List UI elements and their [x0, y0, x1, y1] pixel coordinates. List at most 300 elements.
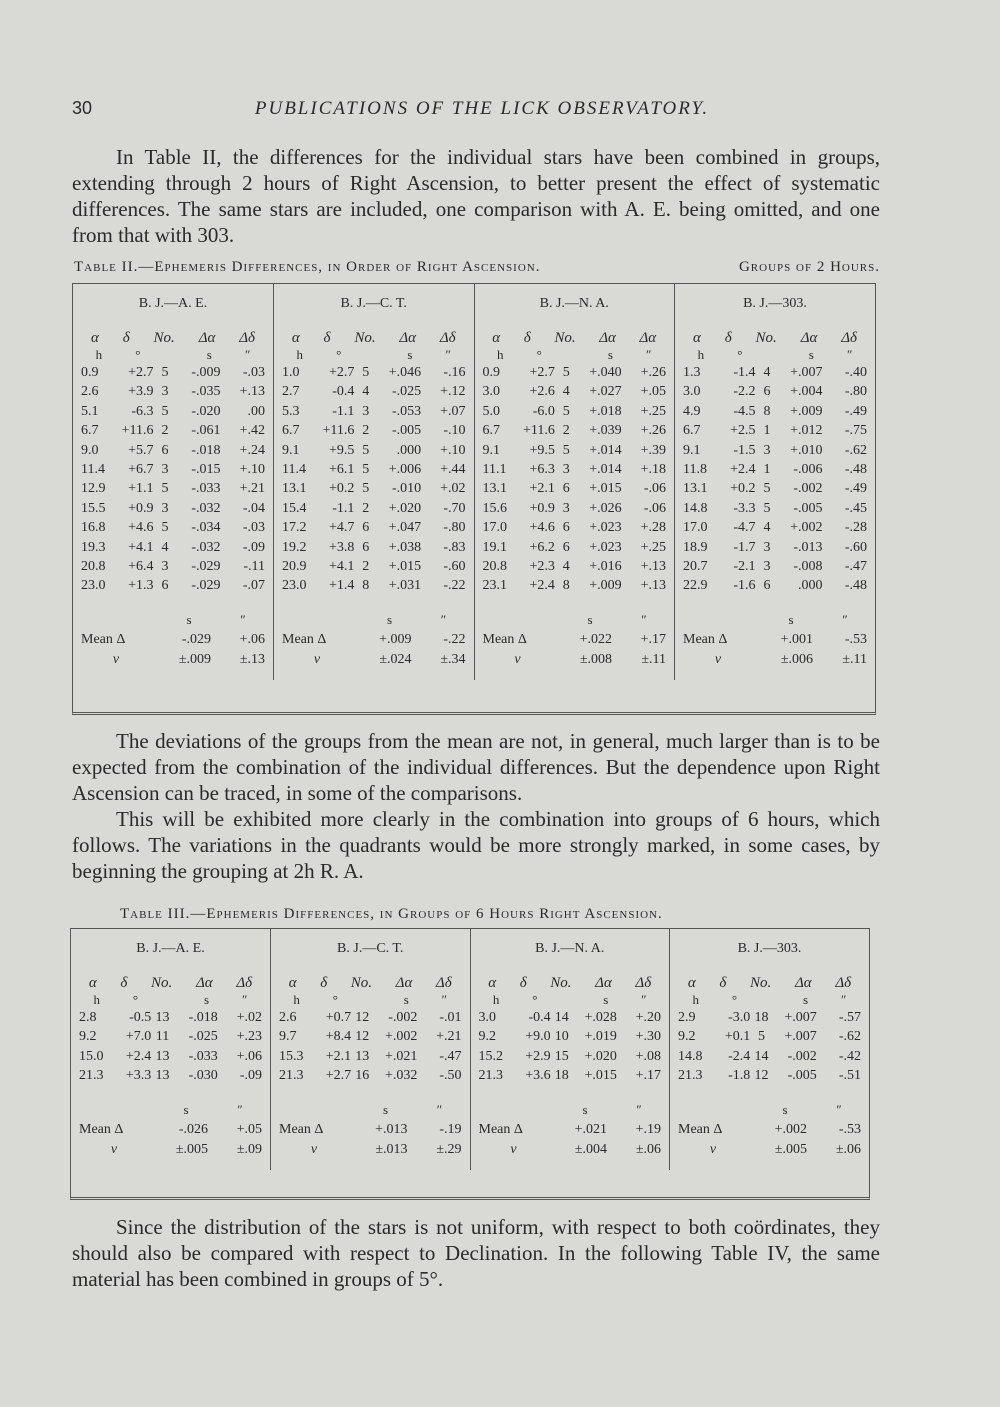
table-cell: +.07	[440, 403, 466, 419]
table-cell: +.06	[236, 1048, 262, 1064]
table-cell: 5	[562, 442, 570, 458]
table-cell: -.22	[443, 578, 466, 594]
table-cell: -.16	[443, 365, 466, 380]
unit-label: s	[607, 347, 613, 362]
column-headers	[471, 969, 670, 992]
table-cell: +.10	[239, 461, 265, 477]
column-header: α	[687, 975, 696, 991]
table-row	[475, 576, 675, 595]
table-cell: 3	[562, 461, 570, 477]
table-cell: +2.6	[529, 384, 555, 400]
table-cell: 6	[362, 539, 370, 555]
table-row	[274, 421, 474, 440]
column-header: Δδ	[435, 975, 452, 991]
summary-box	[475, 604, 675, 680]
column-header: α	[692, 330, 701, 346]
table-cell: +.009	[790, 403, 823, 419]
table-cell: 5	[161, 403, 169, 419]
table-row	[73, 557, 273, 576]
table-cell: +9.5	[529, 442, 555, 458]
table-cell: +.040	[589, 365, 622, 380]
table-cell: -1.1	[332, 403, 355, 419]
v-label: v	[310, 1141, 318, 1157]
mean-value: +.19	[635, 1121, 661, 1137]
table-cell: -.09	[242, 539, 265, 555]
table-cell: 16.8	[81, 520, 106, 536]
table-cell: +.015	[589, 481, 622, 497]
table-cell: -.033	[188, 1048, 218, 1064]
table-cell: +.13	[640, 558, 666, 574]
table-cell: 22.9	[683, 578, 708, 594]
mean-label: Mean Δ	[482, 631, 527, 647]
table-cell: +.17	[635, 1068, 661, 1084]
table-cell: 13	[155, 1010, 170, 1025]
table-cell: +2.4	[529, 578, 555, 594]
table-cell: -6.3	[131, 403, 154, 419]
table-row	[675, 441, 875, 460]
table-cell: +2.7	[529, 365, 555, 380]
table-cell: +.44	[440, 461, 466, 477]
unit-label: ″	[445, 347, 451, 362]
unit-label: h	[93, 992, 100, 1007]
column-header: Δα	[800, 330, 818, 346]
table-cell: -.061	[191, 423, 221, 439]
table-cell: +.019	[584, 1029, 617, 1045]
table-cell: 6	[763, 384, 771, 400]
table-row	[675, 518, 875, 537]
table-row	[274, 363, 474, 382]
unit-label: ″	[240, 611, 246, 627]
middle-paragraph-1: The deviations of the groups from the mean are not, in general, much larger than is to be expected from the combination of the individual differences. But the dependence upon Right Ascension can be traced, in some of the comparisons.	[72, 729, 880, 805]
unit-label: °	[536, 347, 542, 362]
table-cell: 9.2	[478, 1029, 496, 1045]
column-header: No.	[750, 975, 772, 991]
table-cell: -.010	[391, 481, 422, 497]
table-cell: 11	[155, 1029, 170, 1045]
unit-label: ″	[237, 1101, 243, 1117]
unit-label: h	[293, 992, 300, 1007]
column-header: No.	[350, 975, 373, 991]
table-cell: +.10	[440, 442, 466, 458]
unit-label: h	[692, 992, 699, 1007]
v-value: ±.11	[641, 651, 666, 667]
table-cell: +2.9	[525, 1048, 551, 1064]
table-cell: .00	[247, 403, 265, 419]
table-row	[73, 382, 273, 401]
table-cell: 4	[562, 558, 570, 574]
table-cell: -2.1	[733, 558, 756, 574]
table-cell: -.11	[243, 558, 265, 574]
column-headers	[71, 969, 270, 992]
v-value: ±.06	[635, 1141, 661, 1157]
mean-value: -.19	[439, 1121, 462, 1137]
table-cell: -.002	[793, 481, 823, 497]
v-value: ±.34	[440, 651, 466, 667]
table-cell: -.009	[191, 365, 221, 380]
table-cell: 4	[362, 384, 370, 400]
table-cell: 19.2	[282, 539, 307, 555]
table-cell: 8	[763, 403, 771, 419]
table-cell: -.008	[793, 558, 823, 574]
unit-label: ″	[641, 611, 647, 627]
table-cell: 3	[763, 539, 771, 555]
table-row	[670, 1008, 869, 1027]
group-summary	[675, 604, 876, 680]
unit-label: s	[403, 992, 409, 1007]
column-header: Δα	[639, 330, 657, 346]
table-cell: 8	[562, 578, 570, 594]
table-cell: +0.2	[730, 481, 756, 497]
table-row	[675, 421, 875, 440]
table-cell: -.018	[188, 1010, 218, 1025]
column-header: α	[88, 975, 97, 991]
mean-values	[763, 1120, 861, 1140]
table-row	[675, 479, 875, 498]
unit-row	[71, 992, 270, 1008]
column-header: α	[90, 330, 99, 346]
v-row	[678, 1140, 861, 1160]
column-header: δ	[724, 330, 732, 346]
group-summary	[73, 604, 274, 680]
unit-label: s	[206, 347, 212, 362]
v-row	[683, 650, 867, 670]
table-cell: 17.0	[482, 520, 507, 536]
table-cell: -.04	[242, 500, 265, 516]
unit-label: s	[808, 347, 814, 362]
table-cell: -.002	[787, 1048, 817, 1064]
table-cell: -.09	[239, 1068, 262, 1084]
table-cell: -.020	[191, 403, 221, 419]
table-cell: +.28	[640, 520, 666, 536]
table-cell: +.014	[589, 461, 622, 477]
summary-units	[81, 612, 265, 630]
table-cell: 5	[763, 500, 771, 516]
table-cell: +4.6	[128, 520, 154, 536]
table-cell: +5.7	[128, 442, 154, 458]
summary-units	[79, 1102, 262, 1120]
table-row	[471, 1066, 670, 1085]
table-cell: +3.8	[328, 539, 355, 555]
unit-label: °	[737, 347, 743, 362]
table-cell: 14.8	[683, 500, 708, 516]
summary-box	[670, 1094, 869, 1170]
table-row	[71, 1066, 270, 1085]
table-cell: +.02	[440, 481, 466, 497]
table-cell: -.45	[844, 500, 867, 516]
mean-label: Mean Δ	[79, 1121, 124, 1137]
unit-label: °	[532, 992, 538, 1007]
table-cell: +.038	[388, 539, 422, 555]
table-cell: 3	[763, 558, 771, 574]
table-row	[274, 441, 474, 460]
table-cell: +2.1	[325, 1048, 352, 1064]
group-body	[474, 324, 675, 604]
v-label: v	[714, 651, 722, 667]
table-cell: -.025	[391, 384, 422, 400]
table-cell: -.51	[838, 1068, 861, 1084]
table-cell: -.01	[439, 1010, 462, 1025]
table-cell: +.016	[589, 558, 622, 574]
table-cell: 21.3	[279, 1068, 304, 1084]
table-cell: -.005	[793, 500, 823, 516]
mean-value: +.013	[375, 1121, 408, 1137]
table-cell: +4.6	[529, 520, 555, 536]
table-cell: -.013	[793, 539, 823, 555]
v-label: v	[112, 651, 120, 667]
table-cell: -1.5	[733, 442, 756, 458]
table-cell: -.60	[443, 558, 466, 574]
table-row	[675, 576, 875, 595]
table-cell: -3.3	[733, 500, 756, 516]
mean-value: +.17	[640, 631, 666, 647]
unit-row	[73, 347, 273, 363]
table-row	[675, 499, 875, 518]
table-cell: +.39	[640, 442, 666, 458]
table-cell: 4	[763, 365, 771, 380]
table-cell: .000	[396, 442, 422, 458]
table-cell: 4	[161, 539, 169, 555]
table-cell: -.42	[838, 1048, 861, 1064]
table-row	[475, 538, 675, 557]
table-cell: -.002	[388, 1010, 418, 1025]
table-cell: 9.7	[279, 1029, 297, 1045]
unit-label: s	[183, 1101, 189, 1117]
column-header: Δδ	[236, 975, 253, 991]
v-value: ±.005	[175, 1141, 208, 1157]
unit-label: s	[782, 1101, 788, 1117]
table-cell: +7.0	[125, 1029, 152, 1045]
unit-label: s	[803, 992, 809, 1007]
v-values	[167, 650, 265, 670]
table-cell: 18	[554, 1068, 569, 1084]
unit-label: s	[382, 1101, 389, 1117]
table-cell: +.13	[239, 384, 265, 400]
table-cell: +1.3	[128, 578, 154, 594]
summary-units	[678, 1102, 861, 1120]
table-cell: +.42	[239, 423, 265, 439]
table-cell: -.49	[844, 481, 867, 497]
unit-label: ″	[636, 1101, 642, 1117]
table-row	[475, 479, 675, 498]
table-cell: -.006	[793, 461, 823, 477]
table-row	[475, 441, 675, 460]
table-row	[274, 499, 474, 518]
column-header: α	[488, 975, 497, 991]
table-cell: +0.1	[724, 1029, 751, 1045]
table-cell: +.020	[388, 500, 422, 516]
table-row	[73, 499, 273, 518]
table-row	[71, 1027, 270, 1046]
table-cell: +6.1	[328, 461, 355, 477]
table-cell: +4.1	[328, 558, 355, 574]
column-headers	[274, 324, 474, 347]
v-row	[282, 650, 466, 670]
mean-row	[81, 630, 265, 650]
table-cell: 5.0	[482, 403, 500, 419]
table-cell: 19.1	[482, 539, 507, 555]
table-cell: 23.0	[81, 578, 106, 594]
table-cell: 1	[763, 461, 771, 477]
column-header: δ	[719, 975, 727, 991]
table-cell: 2	[362, 423, 370, 439]
table-cell: 14	[754, 1048, 769, 1064]
mean-value: -.026	[178, 1121, 208, 1137]
table-cell: +.002	[790, 520, 823, 536]
column-header: δ	[519, 975, 527, 991]
group-summary	[474, 604, 675, 680]
table-row	[475, 499, 675, 518]
table-cell: +.24	[239, 442, 265, 458]
table-cell: 9.1	[683, 442, 701, 458]
table-cell: -0.4	[528, 1010, 551, 1025]
v-values	[563, 1140, 661, 1160]
table-row	[73, 479, 273, 498]
v-value: ±.06	[835, 1141, 861, 1157]
table-row	[675, 460, 875, 479]
v-value: ±.29	[436, 1141, 462, 1157]
table-cell: -1.1	[332, 500, 355, 516]
table-cell: +.014	[589, 442, 622, 458]
table-cell: 20.9	[282, 558, 307, 574]
table-cell: +.26	[640, 365, 666, 380]
table-cell: 5	[562, 403, 570, 419]
group-summary	[71, 1094, 271, 1170]
column-header: No.	[153, 330, 175, 346]
v-value: ±.013	[375, 1141, 408, 1157]
group-body	[675, 324, 876, 604]
unit-label: s	[603, 992, 609, 1007]
table-row	[73, 421, 273, 440]
table-cell: -4.7	[733, 520, 756, 536]
mean-value: +.009	[379, 631, 412, 647]
table-cell: +2.1	[529, 481, 555, 497]
table-cell: 6	[562, 520, 570, 536]
table-cell: +.015	[584, 1068, 617, 1084]
v-value: ±.09	[236, 1141, 262, 1157]
mean-row	[282, 630, 466, 650]
table-cell: +.12	[440, 384, 466, 400]
mean-value: -.029	[181, 631, 211, 647]
unit-row	[475, 347, 675, 363]
unit-label: °	[132, 992, 139, 1007]
summary-box	[274, 604, 474, 680]
table-cell: -.83	[443, 539, 466, 555]
table-cell: 1.3	[683, 365, 701, 380]
table-cell: -.053	[391, 403, 422, 419]
table-cell: +.25	[640, 403, 666, 419]
table-cell: 19.3	[81, 539, 106, 555]
table-cell: -.025	[188, 1029, 218, 1045]
mean-values	[769, 630, 867, 650]
unit-label: ″	[436, 1101, 443, 1117]
table-cell: -.030	[188, 1068, 218, 1084]
intro-paragraph: In Table II, the differences for the individual stars have been combined in groups, extending through 2 hours of Right Ascension, to better present the effect of systematic differences. The same stars are included, one comparison with A. E. being omitted, and one from that with 303.	[72, 145, 880, 247]
unit-label: s	[204, 992, 210, 1007]
table-cell: 20.8	[81, 558, 106, 574]
column-header: Δα	[395, 975, 413, 991]
unit-label: h	[697, 347, 705, 362]
table-cell: 3	[362, 403, 370, 419]
table-cell: 15.2	[478, 1048, 503, 1064]
table-row	[271, 1066, 470, 1085]
table-cell: -.032	[191, 539, 221, 555]
v-label: v	[313, 651, 321, 667]
table-cell: +.20	[635, 1010, 661, 1025]
unit-label: ″	[242, 992, 248, 1007]
table-cell: +.028	[584, 1010, 617, 1025]
table-cell: 11.4	[282, 461, 306, 477]
table-cell: 2	[161, 423, 169, 439]
table-cell: -.033	[191, 481, 221, 497]
table-cell: 6	[562, 481, 570, 497]
table-cell: +.039	[589, 423, 622, 439]
unit-label: ″	[441, 992, 448, 1007]
summary-box	[71, 1094, 270, 1170]
table-cell: +0.9	[529, 500, 555, 516]
table-cell: -.49	[844, 403, 867, 419]
group-title: B. J.—303.	[670, 929, 870, 969]
table-cell: +1.1	[128, 481, 154, 497]
table-cell: 6.7	[282, 423, 300, 439]
table-row	[675, 538, 875, 557]
summary-units	[483, 612, 667, 630]
v-label: v	[709, 1141, 717, 1157]
v-values	[763, 1140, 861, 1160]
table-cell: 15	[554, 1048, 569, 1064]
table-cell: +.007	[790, 365, 823, 380]
table-cell: 15.0	[79, 1048, 104, 1064]
summary-units	[683, 612, 867, 630]
table-cell: 3	[161, 500, 169, 516]
table3-caption	[120, 906, 663, 923]
table-cell: 23.1	[482, 578, 507, 594]
table2-caption	[74, 259, 880, 276]
page-number: 30	[72, 98, 93, 118]
table-cell: +8.4	[325, 1029, 352, 1045]
table-cell: 9.0	[81, 442, 99, 458]
table-cell: 13.1	[683, 481, 708, 497]
column-header: δ	[523, 330, 531, 346]
v-value: ±.005	[774, 1141, 807, 1157]
table-cell: 2.6	[81, 384, 99, 400]
table-cell: 3	[763, 442, 771, 458]
column-header: Δα	[794, 975, 812, 991]
table-cell: +.009	[589, 578, 622, 594]
table-cell: 13	[155, 1068, 170, 1084]
column-header: Δα	[198, 330, 216, 346]
column-header: α	[288, 975, 297, 991]
table-cell: +1.4	[328, 578, 355, 594]
mean-values	[167, 630, 265, 650]
table-row	[475, 363, 675, 382]
group-title: B. J.—N. A.	[474, 284, 675, 324]
table-row	[274, 538, 474, 557]
table-row	[73, 441, 273, 460]
table-cell: 5.3	[282, 403, 300, 419]
table-row	[670, 1066, 869, 1085]
column-header: No.	[550, 975, 572, 991]
table-cell: -.03	[242, 365, 265, 380]
table-cell: -.80	[443, 520, 466, 536]
table-cell: +.047	[388, 520, 422, 536]
table-cell: +.018	[589, 403, 622, 419]
mean-value: +.001	[780, 631, 813, 647]
v-label: v	[510, 1141, 517, 1157]
mean-value: -.53	[844, 631, 867, 647]
mean-label: Mean Δ	[683, 631, 728, 647]
v-values	[364, 1140, 462, 1160]
table-cell: -.62	[844, 442, 867, 458]
